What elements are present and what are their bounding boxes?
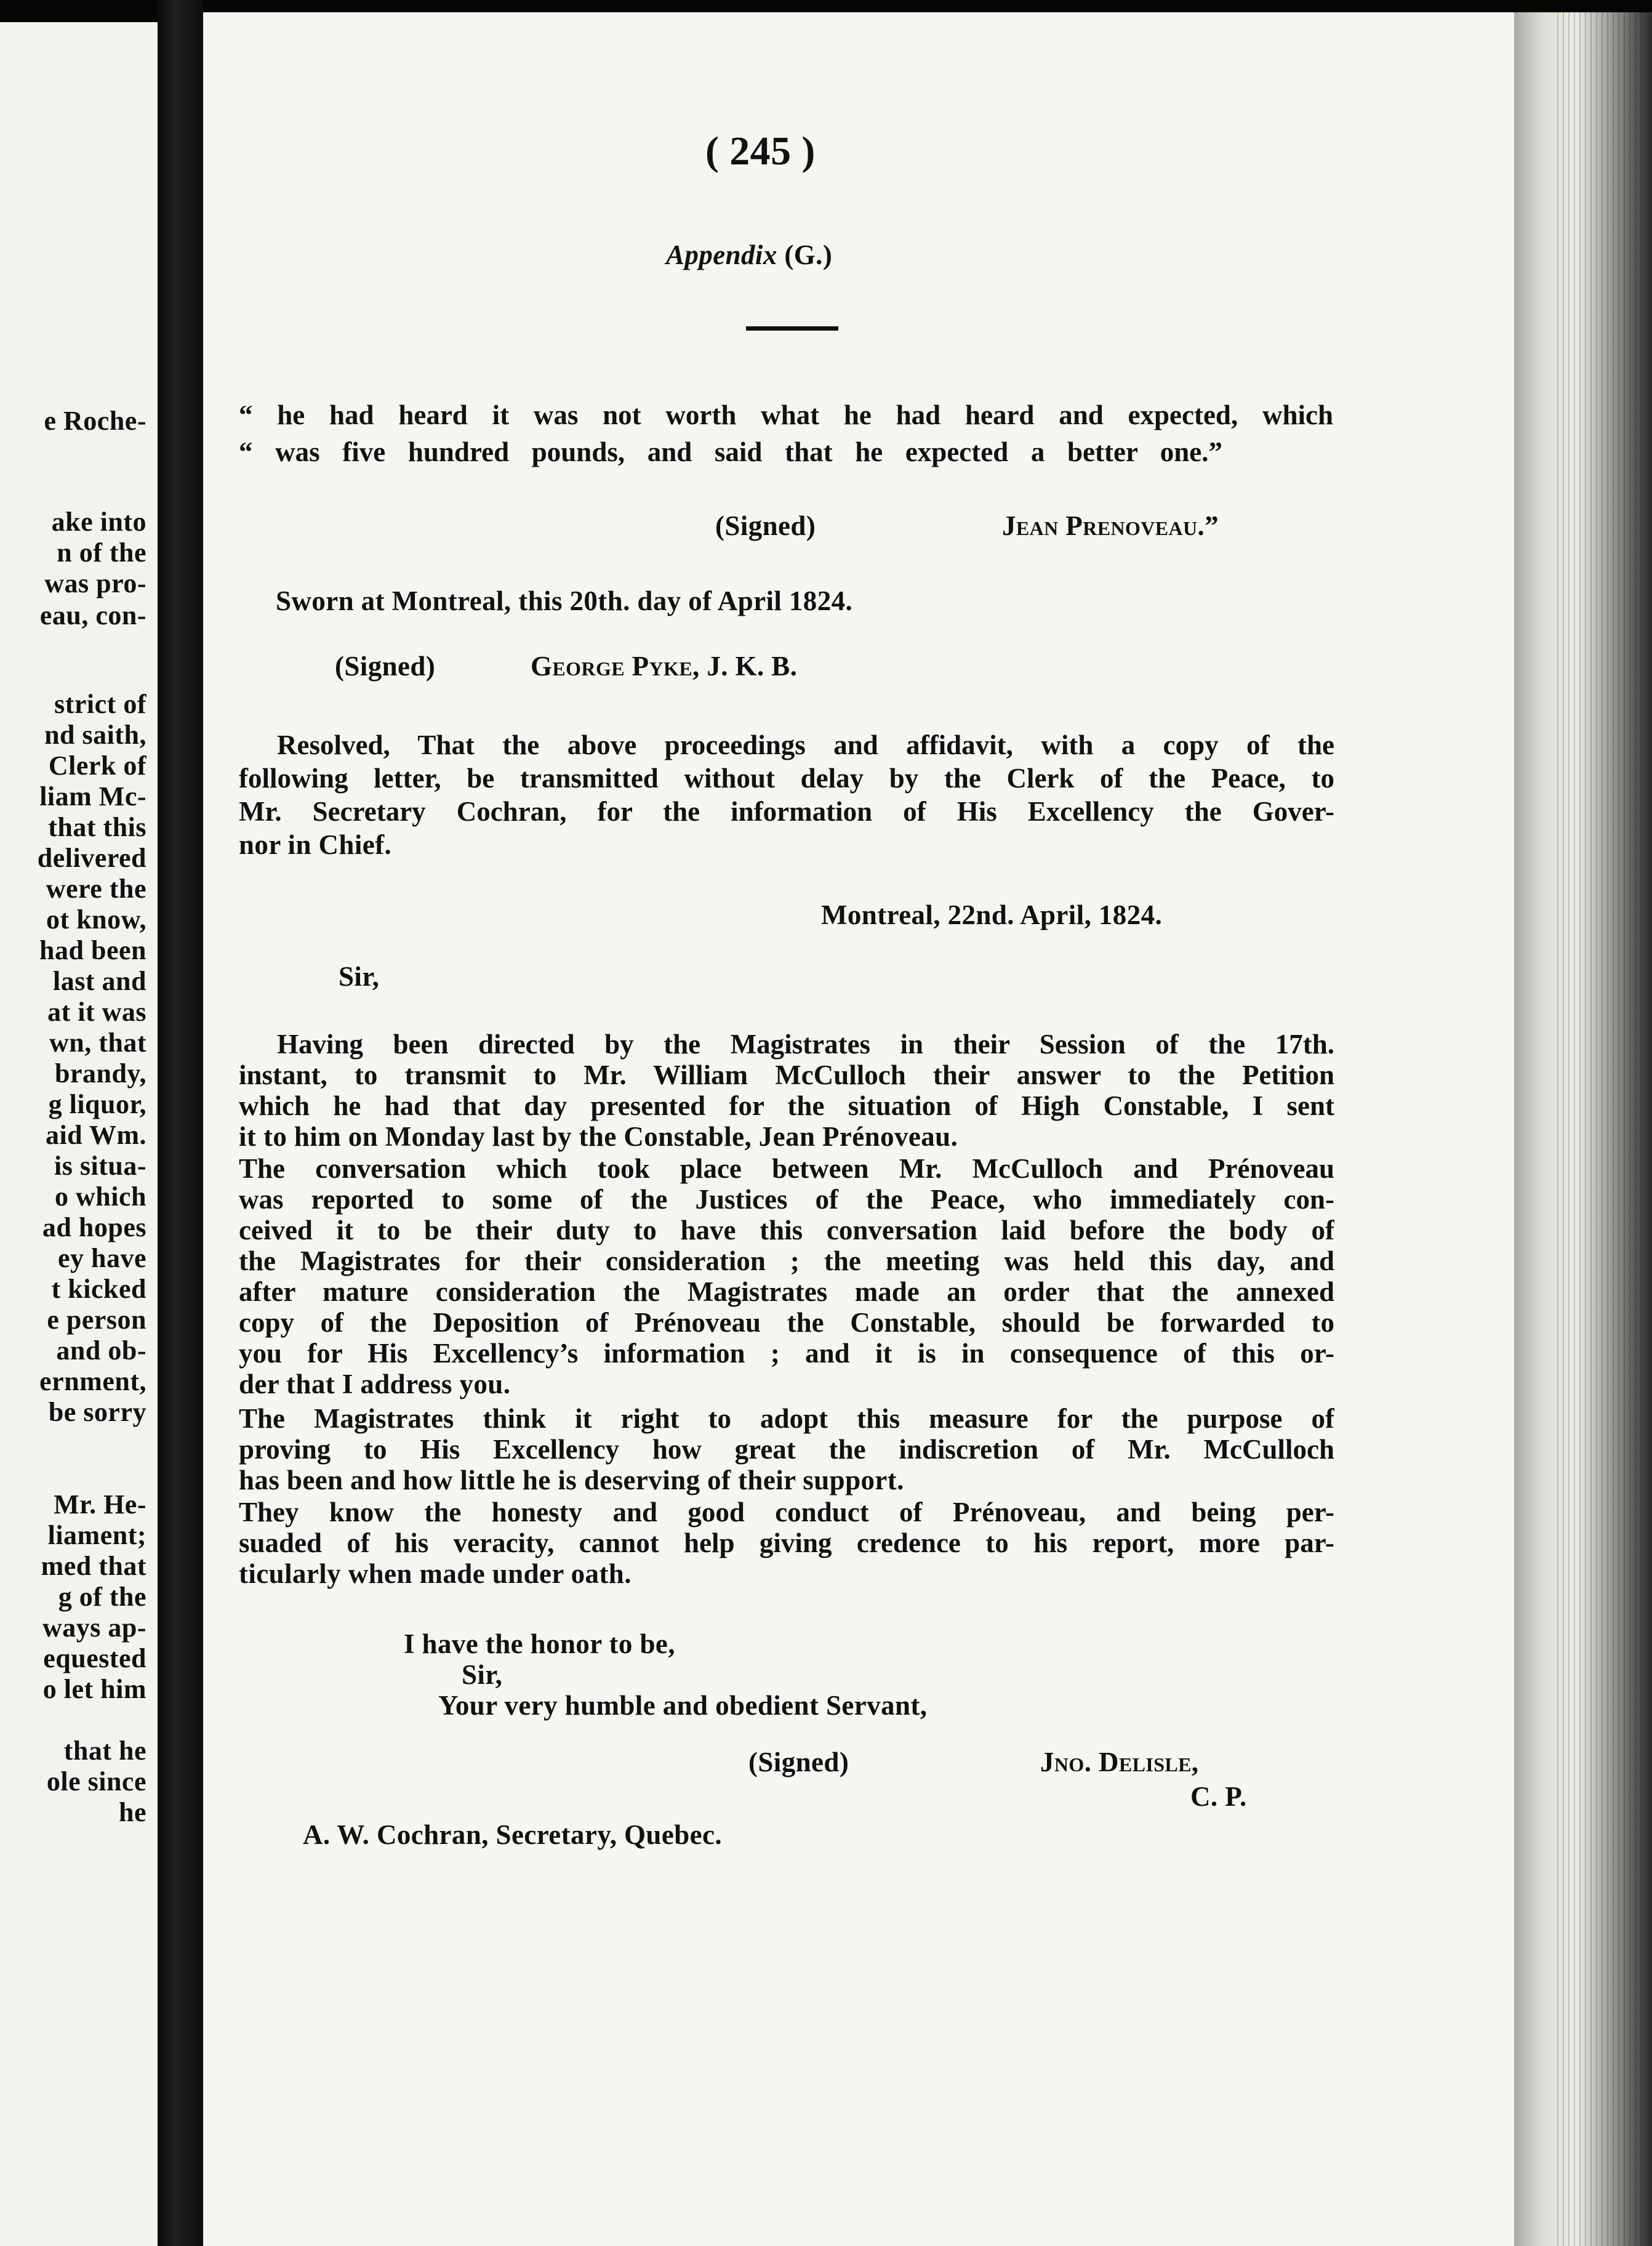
page-stack-edges — [1557, 12, 1643, 2246]
page-number: ( 245 ) — [705, 129, 816, 174]
closing-signer: Jno. Delisle, — [1040, 1747, 1199, 1777]
left-page-line: and ob- — [56, 1335, 146, 1366]
resolution-line: Mr. Secretary Cochran, for the information of His Excellency the Gover- — [239, 796, 1334, 827]
left-page-line: be sorry — [48, 1397, 146, 1427]
left-page-line: g of the — [58, 1582, 146, 1612]
left-page-line: ole since — [46, 1766, 146, 1797]
left-page-line: ot know, — [46, 904, 146, 935]
letter-dateline: Montreal, 22nd. April, 1824. — [821, 900, 1163, 930]
letter-line: it to him on Monday last by the Constable, Jean Prénoveau. — [239, 1121, 958, 1152]
left-page-line: at it was — [47, 997, 146, 1027]
left-page-line: that he — [63, 1736, 146, 1766]
left-page-line: eau, con- — [39, 600, 146, 630]
closing-line: Sir, — [462, 1659, 503, 1690]
letter-line: has been and how little he is deserving of their support. — [239, 1465, 904, 1495]
left-page-line: liament; — [47, 1520, 146, 1550]
appendix-heading — [666, 239, 832, 271]
left-page-line: Clerk of — [48, 751, 146, 781]
closing-line: Your very humble and obedient Servant, — [438, 1690, 928, 1721]
letter-line: The conversation which took place between Mr. McCulloch and Prénoveau — [239, 1153, 1334, 1184]
left-page-line: o let him — [42, 1674, 146, 1704]
left-page-line: strict of — [54, 689, 146, 719]
left-page-line: brandy, — [54, 1058, 146, 1089]
letter-line: which he had that day presented for the situation of High Constable, I sent — [239, 1090, 1334, 1121]
letter-line: you for His Excellency’s information ; and it is in consequence of this or- — [239, 1338, 1334, 1369]
closing-line: I have the honor to be, — [404, 1628, 675, 1659]
left-page-line: last and — [53, 966, 146, 996]
appendix-word: Appendix — [666, 239, 777, 270]
left-page-line: is situa- — [54, 1151, 146, 1181]
letter-line: The Magistrates think it right to adopt this measure for the purpose of — [239, 1403, 1334, 1434]
left-page-line: aid Wm. — [45, 1120, 146, 1150]
left-page-line: e Roche- — [44, 406, 146, 436]
letter-line: the Magistrates for their consideration ; the meeting was held this day, and — [239, 1246, 1334, 1276]
closing-title: C. P. — [1190, 1781, 1247, 1812]
letter-line: ceived it to be their duty to have this conversation laid before the body of — [239, 1215, 1334, 1246]
letter-salutation: Sir, — [339, 961, 380, 992]
resolution-line: following letter, be transmitted without delay by the Clerk of the Peace, to — [239, 763, 1334, 794]
quote-signed: (Signed) — [715, 510, 816, 541]
sworn-statement: Sworn at Montreal, this 20th. day of April 1824. — [276, 586, 853, 616]
left-page-line: med that — [41, 1551, 146, 1581]
left-page-line: ake into — [51, 507, 146, 537]
left-page-fragment — [0, 22, 158, 2246]
left-page-line: wn, that — [49, 1028, 146, 1058]
quote-line-2: “ was five hundred pounds, and said that he expected a better one.” — [239, 437, 1222, 467]
letter-line: They know the honesty and good conduct of Prénoveau, and being per- — [239, 1497, 1334, 1528]
left-page-line: equested — [43, 1643, 146, 1673]
letter-line: was reported to some of the Justices of the Peace, who immediately con- — [239, 1184, 1334, 1215]
left-page-line: nd saith, — [44, 720, 146, 750]
left-page-line: ways ap- — [42, 1612, 146, 1643]
left-page-line: o which — [55, 1181, 146, 1212]
letter-line: ticularly when made under oath. — [239, 1558, 632, 1589]
heading-rule — [746, 326, 838, 331]
left-page-line: was pro- — [44, 568, 146, 598]
sworn-signer: George Pyke, J. K. B. — [531, 651, 798, 682]
left-page-line: e person — [47, 1305, 146, 1335]
left-page-line: he — [119, 1797, 146, 1827]
letter-line: der that I address you. — [239, 1369, 511, 1399]
letter-line: Having been directed by the Magistrates in their Session of the 17th. — [277, 1029, 1334, 1060]
left-page-line: liam Mc- — [39, 781, 146, 811]
book-gutter — [158, 0, 203, 2246]
left-page-line: n of the — [57, 537, 146, 568]
left-page-line: ernment, — [39, 1366, 146, 1396]
resolution-line: Resolved, That the above proceedings and affidavit, with a copy of the — [277, 730, 1334, 760]
letter-addressee: A. W. Cochran, Secretary, Quebec. — [303, 1819, 723, 1850]
letter-line: after mature consideration the Magistrates made an order that the annexed — [239, 1276, 1334, 1307]
left-page-line: Mr. He- — [54, 1489, 146, 1519]
letter-line: copy of the Deposition of Prénoveau the Constable, should be forwarded to — [239, 1307, 1334, 1338]
quote-line-1: “ he had heard it was not worth what he had heard and expected, which — [239, 400, 1333, 430]
left-page-line: ad hopes — [42, 1212, 146, 1242]
sworn-signed: (Signed) — [335, 651, 436, 682]
left-page-line: ey have — [57, 1243, 146, 1273]
letter-line: proving to His Excellency how great the indiscretion of Mr. McCulloch — [239, 1434, 1334, 1465]
left-page-line: had been — [39, 935, 146, 965]
left-page-line: that this — [48, 812, 146, 842]
closing-signed: (Signed) — [748, 1747, 849, 1777]
left-page-line: were the — [46, 874, 146, 904]
left-page-line: delivered — [37, 843, 146, 873]
appendix-letter: (G.) — [784, 239, 833, 270]
left-page-line: t kicked — [51, 1274, 146, 1304]
resolution-line: nor in Chief. — [239, 829, 392, 860]
letter-line: instant, to transmit to Mr. William McCulloch their answer to the Petition — [239, 1060, 1334, 1090]
right-page — [203, 12, 1514, 2246]
left-page-line: g liquor, — [48, 1089, 146, 1119]
quote-signer: Jean Prenoveau.” — [1002, 510, 1219, 541]
letter-line: suaded of his veracity, cannot help giving credence to his report, more par- — [239, 1528, 1334, 1558]
